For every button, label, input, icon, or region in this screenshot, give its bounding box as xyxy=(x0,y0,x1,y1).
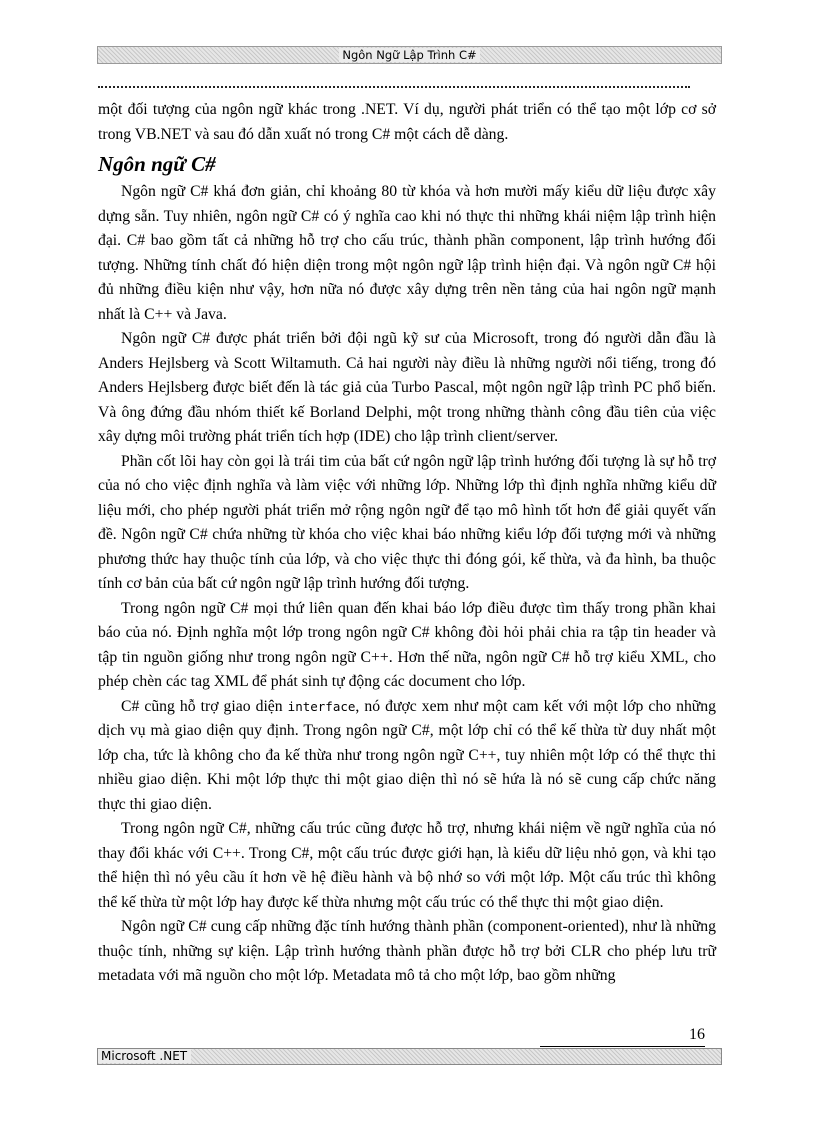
paragraph-5-start: C# cũng hỗ trợ giao diện xyxy=(121,697,288,715)
paragraph-6: Trong ngôn ngữ C#, những cấu trúc cũng được hỗ trợ, nhưng khái niệm về ngữ nghĩa của nó thay đổi khác với C++. Trong C#, một cấu trúc được giới hạn, là kiểu dữ liệu nhỏ gọn, và khi tạo thể hiện thì nó yêu cầu ít hơn về hệ điều hành và bộ nhớ so với một lớp. Một cấu trúc thì không thể kế thừa từ một lớp hay được kế thừa nhưng một cấu trúc có thể thực thi một giao diện. xyxy=(98,820,716,911)
section-heading: Ngôn ngữ C# xyxy=(98,152,216,176)
header-title: Ngôn Ngữ Lập Trình C# xyxy=(339,48,479,62)
paragraph-4: Trong ngôn ngữ C# mọi thứ liên quan đến khai báo lớp điều được tìm thấy trong phần khai báo của nó. Định nghĩa một lớp trong ngôn ngữ C# không đòi hỏi phải chia ra tập tin header và tập tin nguồn giống như trong ngôn ngữ C++. Hơn thế nữa, ngôn ngữ C# hỗ trợ kiểu XML, cho phép chèn các tag XML để phát sinh tự động các document cho lớp. xyxy=(98,599,716,690)
intro-paragraph: một đối tượng của ngôn ngữ khác trong .NET. Ví dụ, người phát triển có thể tạo một lớp cơ sở trong VB.NET và sau đó dẫn xuất nó trong C# một cách dễ dàng. xyxy=(98,101,716,143)
page-content xyxy=(98,98,716,989)
paragraph-3: Phần cốt lõi hay còn gọi là trái tim của bất cứ ngôn ngữ lập trình hướng đối tượng là sự hỗ trợ của nó cho việc định nghĩa và làm việc với những lớp. Những lớp thì định nghĩa những kiểu dữ liệu mới, cho phép người phát triển mở rộng ngôn ngữ để tạo mô hình tốt hơn để giải quyết vấn đề. Ngôn ngữ C# chứa những từ khóa cho việc khai báo những kiểu lớp đối tượng mới và những phương thức hay thuộc tính của lớp, và cho việc thực thi đóng gói, kế thừa, và đa hình, ba thuộc tính cơ bản của bất cứ ngôn ngữ lập trình hướng đối tượng. xyxy=(98,452,716,592)
paragraph-7: Ngôn ngữ C# cung cấp những đặc tính hướng thành phần (component-oriented), như là những thuộc tính, những sự kiện. Lập trình hướng thành phần được hỗ trợ bởi CLR cho phép lưu trữ metadata với mã nguồn cho một lớp. Metadata mô tả cho một lớp, bao gồm những xyxy=(98,918,716,984)
running-header xyxy=(97,46,722,64)
header-dotted-rule xyxy=(98,86,690,88)
paragraph-2: Ngôn ngữ C# được phát triển bởi đội ngũ kỹ sư của Microsoft, trong đó người dẫn đầu là Anders Hejlsberg và Scott Wiltamuth. Cả hai người này điều là những người nổi tiếng, trong đó Anders Hejlsberg được biết đến là tác giả của Turbo Pascal, một ngôn ngữ lập trình PC phổ biến. Và ông đứng đầu nhóm thiết kế Borland Delphi, một trong những thành công đầu tiên của việc xây dựng môi trường phát triển tích hợp (IDE) cho lập trình client/server. xyxy=(98,330,716,445)
paragraph-5-end: , nó được xem như một cam kết với một lớp cho những dịch vụ mà giao diện quy định. Trong ngôn ngữ C#, một lớp chỉ có thể kế thừa từ duy nhất một lớp cha, tức là không cho đa kế thừa như trong ngôn ngữ C++, tuy nhiên một lớp có thể thực thi nhiều giao diện. Khi một lớp thực thi một giao diện thì nó sẽ hứa là nó sẽ cung cấp chức năng thực thi giao diện. xyxy=(98,697,716,813)
paragraph-5 xyxy=(98,695,716,818)
footer-label: Microsoft .NET xyxy=(98,1049,191,1063)
page-number: 16 xyxy=(540,1026,705,1047)
interface-keyword: interface xyxy=(287,698,356,714)
running-footer xyxy=(97,1048,722,1065)
paragraph-1: Ngôn ngữ C# khá đơn giản, chỉ khoảng 80 từ khóa và hơn mười mấy kiểu dữ liệu được xây dựng sẵn. Tuy nhiên, ngôn ngữ C# có ý nghĩa cao khi nó thực thi những khái niệm lập trình hiện đại. C# bao gồm tất cả những hỗ trợ cho cấu trúc, thành phần component, lập trình hướng đối tượng. Những tính chất đó hiện diện trong một ngôn ngữ lập trình hiện đại. Và ngôn ngữ C# hội đủ những điều kiện như vậy, hơn nữa nó được xây dựng trên nền tảng của hai ngôn ngữ mạnh nhất là C++ và Java. xyxy=(98,183,716,323)
